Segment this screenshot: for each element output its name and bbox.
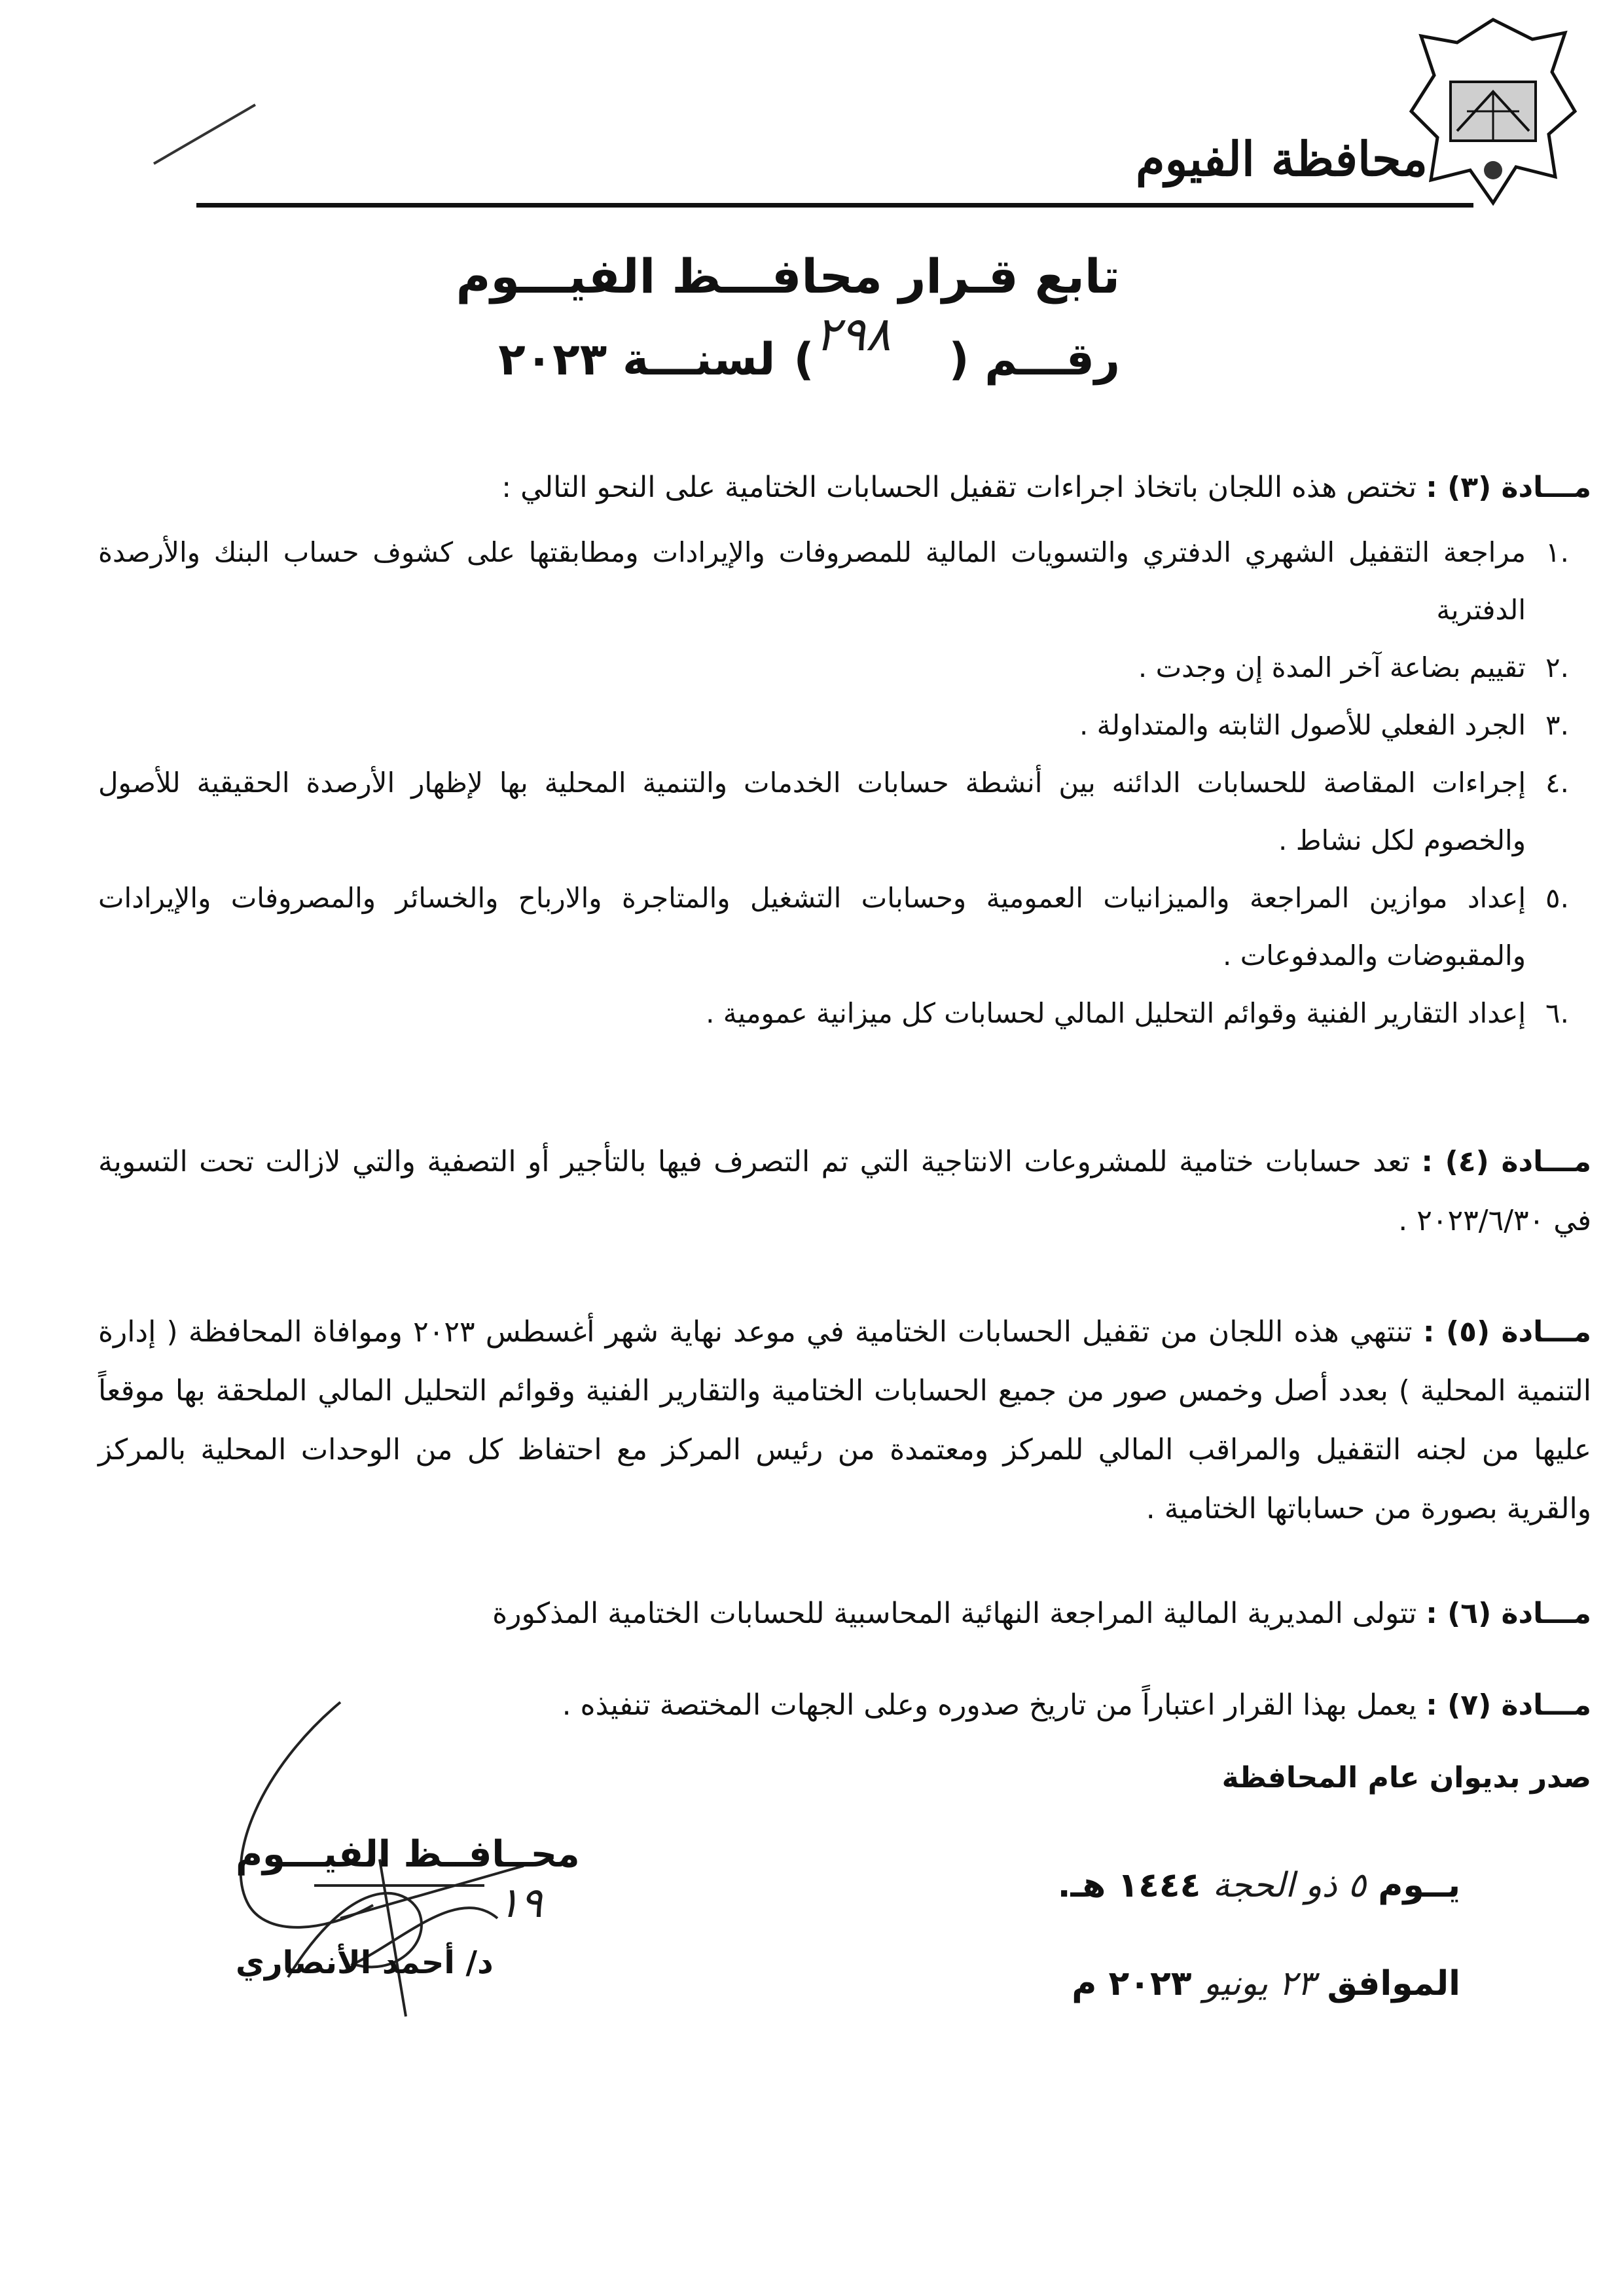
list-item: [98, 524, 1591, 639]
list-item-number: .٢: [1545, 651, 1569, 683]
article-6: [98, 1584, 1591, 1643]
list-item-number: .٤: [1545, 767, 1569, 799]
list-item: [98, 639, 1591, 697]
list-item-text: إعداد التقارير الفنية وقوائم التحليل المالي لحسابات كل ميزانية عمومية .: [706, 997, 1526, 1029]
list-item-text: مراجعة التقفيل الشهري الدفتري والتسويات المالية للمصروفات والإيرادات ومطابقتها على كشوف حساب البنك والأرصدة الدفترية: [98, 536, 1526, 626]
article-7-label: مـــادة (٧) :: [1426, 1688, 1591, 1722]
list-item-number: .٥: [1545, 882, 1569, 914]
handwritten-decree-number: ٢٩٨: [814, 306, 891, 361]
header-governorate-name: محافظة الفيوم: [1136, 131, 1428, 187]
governorate-seal-icon: [1401, 13, 1585, 210]
list-item-text: إعداد موازين المراجعة والميزانيات العمومية وحسابات التشغيل والمتاجرة والارباح والخسائر والمصروفات والإيرادات والمقبوضات والمدفوعات .: [98, 882, 1526, 972]
signature-day: ١٩: [497, 1879, 543, 1927]
hijri-date-handwritten: ٥ ذو الحجة: [1212, 1866, 1367, 1905]
article-3: [98, 458, 1591, 517]
list-item-number: .١: [1545, 536, 1569, 568]
list-item: [98, 869, 1591, 985]
list-item-text: تقييم بضاعة آخر المدة إن وجدت .: [1138, 651, 1526, 683]
article-5: [98, 1303, 1591, 1539]
list-item-text: الجرد الفعلي للأصول الثابته والمتداولة .: [1079, 709, 1526, 741]
decree-year: لسنـــة ٢٠٢٣: [498, 334, 776, 386]
gregorian-date-line: [1072, 1964, 1460, 2003]
number-close: ): [793, 334, 814, 386]
header-rule: [196, 203, 1473, 208]
governor-title: محــافــظ الفيـــوم: [236, 1833, 580, 1876]
article-3-text: تختص هذه اللجان باتخاذ اجراءات تقفيل الحسابات الختامية على النحو التالي :: [501, 471, 1417, 504]
list-item: [98, 697, 1591, 754]
list-item: [98, 754, 1591, 869]
number-label: رقـــم (: [948, 334, 1120, 386]
article-5-text: تنتهي هذه اللجان من تقفيل الحسابات الختامية في موعد نهاية شهر أغسطس ٢٠٢٣ وموافاة المحافظة ( إدارة التنمية المحلية ) بعدد أصل وخمس صور من جميع الحسابات الختامية والتقارير الفنية وقوائم التحليل المالي الملحقة بها موقعاً عليها من لجنه التقفيل والمراقب المالي للمركز ومعتمدة من رئيس المركز مع احتفاظ كل من الوحدات المحلية بالمركز والقرية بصورة من حساباتها الختامية .: [98, 1315, 1591, 1525]
gregorian-date-handwritten: ٢٣ يونيو: [1203, 1964, 1316, 2003]
article-5-label: مـــادة (٥) :: [1422, 1315, 1591, 1349]
gregorian-date-year: ٢٠٢٣ م: [1072, 1964, 1192, 2003]
article-4: [98, 1133, 1591, 1250]
article-3-items: [98, 524, 1591, 1042]
hijri-date-line: [1058, 1866, 1460, 1905]
article-4-label: مـــادة (٤) :: [1421, 1145, 1591, 1178]
gregorian-date-label: الموافق: [1327, 1964, 1460, 2003]
pen-stroke-mark: [151, 98, 262, 170]
list-item-number: .٣: [1545, 709, 1569, 741]
decree-number-line: [498, 334, 1120, 386]
article-7-text: يعمل بهذا القرار اعتباراً من تاريخ صدوره وعلى الجهات المختصة تنفيذه .: [562, 1688, 1417, 1722]
list-item-number: .٦: [1545, 997, 1569, 1029]
article-4-text: تعد حسابات ختامية للمشروعات الانتاجية التي تم التصرف فيها بالتأجير أو التصفية والتي لازالت تحت التسوية في ٢٠٢٣/٦/٣٠ .: [98, 1145, 1591, 1237]
governor-name: د/ أحمد الأنصاري: [236, 1944, 494, 1981]
article-6-text: تتولى المديرية المالية المراجعة النهائية المحاسبية للحسابات الختامية المذكورة: [492, 1597, 1417, 1630]
list-item: [98, 985, 1591, 1042]
hijri-date-label: يــوم: [1378, 1866, 1460, 1905]
document-title: تابع قـرار محافـــظ الفيـــوم: [456, 249, 1120, 304]
list-item-text: إجراءات المقاصة للحسابات الدائنه بين أنشطة حسابات الخدمات والتنمية المحلية بها لإظهار الأرصدة الحقيقية للأصول والخصوم لكل نشاط .: [98, 767, 1526, 856]
issued-at-line: صدر بديوان عام المحافظة: [1221, 1761, 1591, 1795]
hijri-date-year: ١٤٤٤ هـ.: [1057, 1866, 1201, 1905]
article-3-label: مـــادة (٣) :: [1426, 471, 1591, 504]
article-6-label: مـــادة (٦) :: [1426, 1597, 1591, 1630]
